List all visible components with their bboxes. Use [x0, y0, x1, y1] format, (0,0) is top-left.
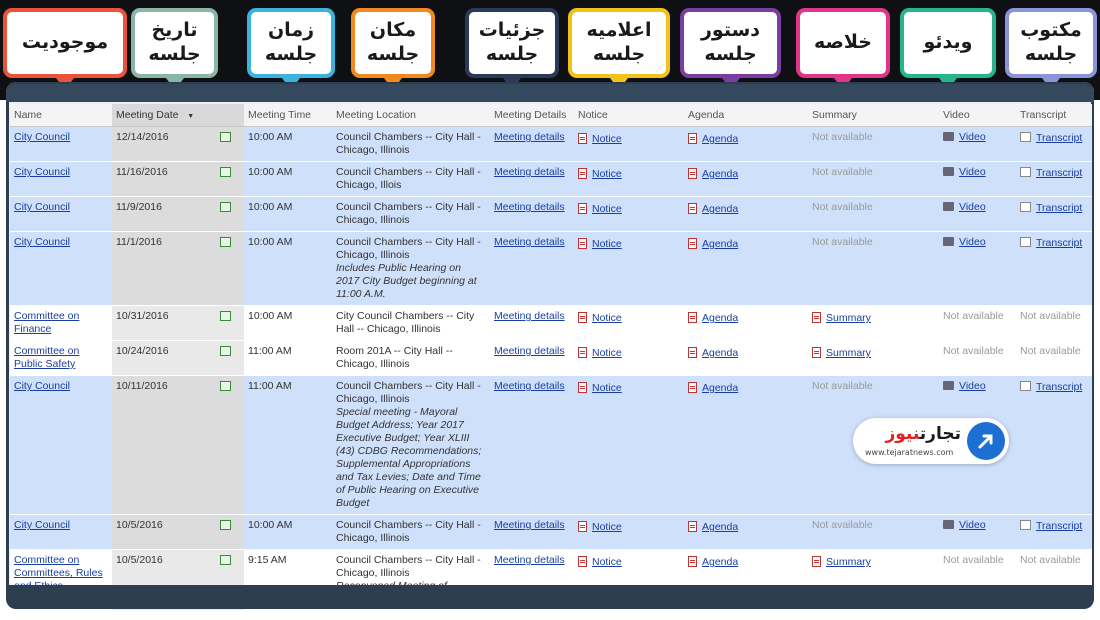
col-header-summary[interactable]: Summary	[808, 104, 939, 127]
calendar-icon[interactable]	[220, 311, 231, 321]
label-existence	[3, 8, 127, 78]
label-video-text: ویدئو	[923, 31, 973, 54]
label-date-line1: تاریخ	[151, 19, 198, 42]
cell-transcript	[1016, 162, 1092, 197]
cell-agenda	[684, 127, 808, 162]
summary-not-available: Not available	[812, 201, 873, 213]
pdf-icon	[578, 312, 587, 323]
cell-video	[939, 341, 1016, 376]
meeting-time: 10:00 AM	[248, 166, 293, 178]
meeting-name-link[interactable]: City Council	[14, 131, 71, 143]
col-header-name[interactable]: Name	[10, 104, 112, 127]
video-link[interactable]: Video	[959, 380, 986, 392]
pdf-icon	[812, 556, 821, 567]
pdf-icon	[812, 347, 821, 358]
pdf-icon	[688, 168, 697, 179]
cell-name	[10, 376, 112, 515]
cell-transcript	[1016, 197, 1092, 232]
meeting-location: Council Chambers -- City Hall - Chicago, Illinois	[336, 380, 481, 405]
cell-calendar	[216, 127, 244, 162]
transcript-link[interactable]: Transcript	[1036, 237, 1083, 249]
label-summary-text: خلاصه	[814, 31, 873, 54]
summary-not-available: Not available	[812, 519, 873, 531]
meeting-location: Council Chambers -- City Hall - Chicago, Illinois	[336, 236, 481, 261]
video-link[interactable]: Video	[959, 166, 986, 178]
meeting-time: 10:00 AM	[248, 201, 293, 213]
meeting-date: 12/14/2016	[116, 131, 169, 143]
pdf-icon	[688, 133, 697, 144]
label-notice-line2: جلسه	[592, 43, 646, 65]
cell-date	[112, 127, 216, 162]
transcript-link[interactable]: Transcript	[1036, 167, 1083, 179]
cell-transcript	[1016, 306, 1092, 341]
video-not-available: Not available	[943, 554, 1004, 566]
cell-time	[244, 515, 332, 550]
meeting-name-link[interactable]: City Council	[14, 166, 71, 178]
cell-agenda	[684, 515, 808, 550]
meeting-time: 10:00 AM	[248, 236, 293, 248]
pdf-icon	[578, 133, 587, 144]
cell-transcript	[1016, 232, 1092, 306]
cell-video	[939, 515, 1016, 550]
watermark-brand-black: تجارت	[919, 424, 961, 444]
cell-summary	[808, 197, 939, 232]
transcript-icon	[1020, 381, 1031, 391]
label-agenda-line1: دستور	[700, 19, 761, 42]
cell-name	[10, 232, 112, 306]
cell-details	[490, 232, 574, 306]
transcript-not-available: Not available	[1020, 554, 1081, 566]
calendar-icon[interactable]	[220, 555, 231, 565]
pdf-icon	[688, 312, 697, 323]
meeting-name-link[interactable]: Committee on Public Safety	[14, 345, 80, 370]
transcript-icon	[1020, 202, 1031, 212]
sort-down-icon: ▼	[187, 113, 195, 120]
pdf-icon	[578, 556, 587, 567]
transcript-icon	[1020, 237, 1031, 247]
table-row	[10, 306, 1092, 341]
calendar-icon[interactable]	[220, 237, 231, 247]
pdf-icon	[688, 556, 697, 567]
cell-notice	[574, 341, 684, 376]
meeting-location: Council Chambers -- City Hall - Chicago, Illinois	[336, 519, 481, 544]
label-location-line2: جلسه	[366, 43, 420, 65]
video-link[interactable]: Video	[959, 131, 986, 143]
cell-details	[490, 341, 574, 376]
summary-not-available: Not available	[812, 236, 873, 248]
col-header-details[interactable]: Meeting Details	[490, 104, 574, 127]
meeting-time: 11:00 AM	[248, 380, 292, 392]
meeting-date: 11/9/2016	[116, 201, 162, 213]
table-row	[10, 162, 1092, 197]
calendar-icon[interactable]	[220, 167, 231, 177]
cell-agenda	[684, 306, 808, 341]
agenda-link[interactable]: Agenda	[702, 168, 739, 180]
pdf-icon	[688, 347, 697, 358]
pdf-icon	[688, 521, 697, 532]
pdf-icon	[578, 382, 587, 393]
pdf-icon	[578, 168, 587, 179]
transcript-icon	[1020, 132, 1031, 142]
summary-not-available: Not available	[812, 380, 873, 392]
pdf-icon	[578, 238, 587, 249]
agenda-link[interactable]: Agenda	[702, 382, 739, 394]
cell-time	[244, 306, 332, 341]
notice-link[interactable]: Notice	[592, 203, 622, 215]
calendar-icon[interactable]	[220, 520, 231, 530]
pdf-icon	[578, 347, 587, 358]
cell-name	[10, 197, 112, 232]
video-icon	[943, 167, 954, 176]
meeting-details-link[interactable]: Meeting details	[494, 310, 565, 322]
cell-notice	[574, 197, 684, 232]
cell-time	[244, 127, 332, 162]
meeting-details-link[interactable]: Meeting details	[494, 201, 565, 213]
label-video	[900, 8, 996, 78]
label-notice-line1: اعلامیه	[586, 19, 652, 42]
meetings-table	[10, 104, 1092, 611]
meeting-location: Council Chambers -- City Hall - Chicago, Illois	[336, 166, 481, 191]
pdf-icon	[578, 203, 587, 214]
cell-time	[244, 376, 332, 515]
meeting-location: Room 201A -- City Hall -- Chicago, Illinois	[336, 345, 453, 370]
cell-date	[112, 162, 216, 197]
meeting-name-link[interactable]: City Council	[14, 236, 71, 248]
cell-notice	[574, 376, 684, 515]
cell-summary	[808, 127, 939, 162]
video-link[interactable]: Video	[959, 519, 986, 531]
calendar-icon[interactable]	[220, 346, 231, 356]
video-link[interactable]: Video	[959, 201, 986, 213]
cell-notice	[574, 306, 684, 341]
transcript-not-available: Not available	[1020, 345, 1081, 357]
meeting-date: 10/5/2016	[116, 554, 163, 566]
meeting-date: 10/11/2016	[116, 380, 168, 392]
agenda-link[interactable]: Agenda	[702, 203, 739, 215]
cell-notice	[574, 515, 684, 550]
calendar-icon[interactable]	[220, 132, 231, 142]
cell-name	[10, 515, 112, 550]
calendar-icon[interactable]	[220, 381, 231, 391]
video-icon	[943, 381, 954, 390]
meeting-location: City Council Chambers -- City Hall -- Chicago, Illinois	[336, 310, 475, 335]
cell-details	[490, 306, 574, 341]
screenshot-frame-top	[6, 84, 1094, 102]
cell-name	[10, 306, 112, 341]
transcript-not-available: Not available	[1020, 310, 1081, 322]
cell-date	[112, 376, 216, 515]
cell-location	[332, 306, 490, 341]
pdf-icon	[688, 238, 697, 249]
watermark-url: www.tejaratnews.com	[865, 448, 954, 457]
agenda-link[interactable]: Agenda	[702, 312, 739, 324]
meeting-name-link[interactable]: City Council	[14, 380, 71, 392]
notice-link[interactable]: Notice	[592, 521, 622, 533]
notice-link[interactable]: Notice	[592, 238, 622, 250]
col-header-date-label: Meeting Date	[116, 109, 179, 121]
col-header-agenda[interactable]: Agenda	[684, 104, 808, 127]
cell-time	[244, 162, 332, 197]
cell-location	[332, 162, 490, 197]
table-row	[10, 515, 1092, 550]
col-header-notice[interactable]: Notice	[574, 104, 684, 127]
col-header-location[interactable]: Meeting Location	[332, 104, 490, 127]
col-header-time[interactable]: Meeting Time	[244, 104, 332, 127]
table-row	[10, 197, 1092, 232]
cell-location	[332, 127, 490, 162]
cell-location	[332, 341, 490, 376]
meeting-time: 10:00 AM	[248, 519, 293, 531]
meeting-time: 10:00 AM	[248, 131, 293, 143]
cell-location	[332, 232, 490, 306]
pdf-icon	[812, 312, 821, 323]
cell-notice	[574, 162, 684, 197]
cell-date	[112, 232, 216, 306]
agenda-link[interactable]: Agenda	[702, 521, 739, 533]
label-notice	[568, 8, 670, 78]
video-link[interactable]: Video	[959, 236, 986, 248]
video-not-available: Not available	[943, 345, 1004, 357]
meeting-location: Council Chambers -- City Hall - Chicago, Illinois	[336, 131, 481, 156]
meeting-date: 10/31/2016	[116, 310, 169, 322]
agenda-link[interactable]: Agenda	[702, 238, 739, 250]
cell-details	[490, 515, 574, 550]
cell-agenda	[684, 376, 808, 515]
summary-not-available: Not available	[812, 131, 873, 143]
label-time-line1: زمان	[267, 19, 315, 42]
cell-name	[10, 127, 112, 162]
meeting-note: Includes Public Hearing on 2017 City Budget beginning at 11:00 A.M.	[336, 262, 477, 300]
col-header-transcript[interactable]: Transcript	[1016, 104, 1092, 127]
label-details-line1: جزئیات	[478, 19, 546, 42]
cell-transcript	[1016, 127, 1092, 162]
meeting-time: 9:15 AM	[248, 554, 287, 566]
cell-video	[939, 306, 1016, 341]
agenda-link[interactable]: Agenda	[702, 133, 739, 145]
label-existence-text: موجودیت	[21, 31, 109, 54]
meeting-time: 10:00 AM	[248, 310, 293, 322]
cell-time	[244, 232, 332, 306]
meeting-location: Council Chambers -- City Hall - Chicago, Illinois	[336, 201, 481, 226]
cell-summary	[808, 515, 939, 550]
cell-agenda	[684, 162, 808, 197]
table-row	[10, 232, 1092, 306]
brand-logo-icon	[967, 422, 1005, 460]
screenshot-frame-bottom	[6, 585, 1094, 609]
meeting-note: Special meeting - Mayoral Budget Address; Year 2017 Executive Budget; Year XLIII (43) CDBG Recommendations; Supplemental Appropriations and Tax Levies; Date and Time of Public Hearing on Executive Budget	[336, 406, 482, 509]
transcript-link[interactable]: Transcript	[1036, 520, 1083, 532]
cell-location	[332, 515, 490, 550]
pdf-icon	[688, 382, 697, 393]
transcript-link[interactable]: Transcript	[1036, 132, 1083, 144]
label-transcript	[1005, 8, 1097, 78]
cell-date	[112, 515, 216, 550]
cell-details	[490, 197, 574, 232]
meeting-name-link[interactable]: Committee on Committees, Rules	[14, 554, 103, 579]
summary-link[interactable]: Summary	[826, 556, 871, 568]
meeting-details-link[interactable]: Meeting details	[494, 166, 565, 178]
cell-name	[10, 341, 112, 376]
transcript-icon	[1020, 167, 1031, 177]
meeting-date: 11/16/2016	[116, 166, 168, 178]
meeting-details-link[interactable]: Meeting details	[494, 236, 565, 248]
label-agenda	[680, 8, 781, 78]
meeting-location: Council Chambers -- City Hall - Chicago, Illinois	[336, 554, 481, 579]
cell-summary	[808, 341, 939, 376]
meeting-details-link[interactable]: Meeting details	[494, 519, 565, 531]
notice-link[interactable]: Notice	[592, 347, 622, 359]
table-row	[10, 341, 1092, 376]
label-details	[465, 8, 559, 78]
cell-calendar	[216, 341, 244, 376]
summary-link[interactable]: Summary	[826, 347, 871, 359]
notice-link[interactable]: Notice	[592, 168, 622, 180]
cell-transcript	[1016, 376, 1092, 515]
transcript-link[interactable]: Transcript	[1036, 202, 1083, 214]
meeting-details-link[interactable]: Meeting details	[494, 554, 565, 566]
meeting-date: 11/1/2016	[116, 236, 162, 248]
pdf-icon	[578, 521, 587, 532]
label-agenda-line2: جلسه	[704, 43, 757, 65]
table-row	[10, 127, 1092, 162]
arrow-up-right-icon	[976, 431, 996, 451]
meeting-details-link[interactable]: Meeting details	[494, 131, 565, 143]
col-header-date[interactable]	[112, 104, 244, 127]
notice-link[interactable]: Notice	[592, 133, 622, 145]
agenda-link[interactable]: Agenda	[702, 347, 739, 359]
cell-video	[939, 127, 1016, 162]
cell-calendar	[216, 376, 244, 515]
cell-details	[490, 127, 574, 162]
notice-link[interactable]: Notice	[592, 382, 622, 394]
cell-notice	[574, 232, 684, 306]
meeting-date: 10/24/2016	[116, 345, 169, 357]
calendar-icon[interactable]	[220, 202, 231, 212]
video-icon	[943, 237, 954, 246]
watermark-brand-red: نیوز	[885, 424, 920, 444]
cell-calendar	[216, 232, 244, 306]
cell-name	[10, 162, 112, 197]
cell-date	[112, 306, 216, 341]
meeting-name-link[interactable]: City Council	[14, 519, 71, 531]
cell-date	[112, 197, 216, 232]
label-location	[351, 8, 435, 78]
label-transcript-line2: جلسه	[1024, 43, 1078, 65]
cell-transcript	[1016, 341, 1092, 376]
cell-agenda	[684, 341, 808, 376]
cell-transcript	[1016, 515, 1092, 550]
watermark-brand	[885, 424, 961, 444]
cell-video	[939, 232, 1016, 306]
meeting-details-link[interactable]: Meeting details	[494, 380, 565, 392]
cell-date	[112, 341, 216, 376]
meeting-date: 10/5/2016	[116, 519, 163, 531]
label-date	[131, 8, 218, 78]
transcript-icon	[1020, 520, 1031, 530]
cell-summary	[808, 306, 939, 341]
agenda-link[interactable]: Agenda	[702, 556, 739, 568]
meeting-name-link[interactable]: City Council	[14, 201, 71, 213]
cell-calendar	[216, 515, 244, 550]
label-time-line2: جلسه	[264, 43, 318, 65]
cell-video	[939, 162, 1016, 197]
label-date-line2: جلسه	[148, 43, 201, 65]
cell-details	[490, 376, 574, 515]
cell-location	[332, 376, 490, 515]
label-time	[247, 8, 335, 78]
table-header-row	[10, 104, 1092, 127]
video-not-available: Not available	[943, 310, 1004, 322]
label-transcript-line1: مکتوب	[1020, 19, 1082, 42]
meeting-name-link[interactable]: Committee on Finance	[14, 310, 80, 335]
video-icon	[943, 132, 954, 141]
watermark-logo	[853, 418, 1009, 464]
label-location-line1: مکان	[369, 19, 417, 42]
meeting-details-link[interactable]: Meeting details	[494, 345, 565, 357]
cell-notice	[574, 127, 684, 162]
cell-summary	[808, 162, 939, 197]
cell-agenda	[684, 197, 808, 232]
cell-agenda	[684, 232, 808, 306]
cell-video	[939, 197, 1016, 232]
cell-location	[332, 197, 490, 232]
notice-link[interactable]: Notice	[592, 556, 622, 568]
summary-not-available: Not available	[812, 166, 873, 178]
cell-calendar	[216, 162, 244, 197]
meeting-time: 11:00 AM	[248, 345, 292, 357]
video-icon	[943, 202, 954, 211]
label-summary	[796, 8, 890, 78]
cell-time	[244, 197, 332, 232]
notice-link[interactable]: Notice	[592, 312, 622, 324]
pdf-icon	[688, 203, 697, 214]
label-details-line2: جلسه	[485, 43, 539, 65]
cell-time	[244, 341, 332, 376]
cell-details	[490, 162, 574, 197]
transcript-link[interactable]: Transcript	[1036, 381, 1083, 393]
video-icon	[943, 520, 954, 529]
cell-summary	[808, 232, 939, 306]
cell-calendar	[216, 306, 244, 341]
cell-calendar	[216, 197, 244, 232]
col-header-video[interactable]: Video	[939, 104, 1016, 127]
summary-link[interactable]: Summary	[826, 312, 871, 324]
